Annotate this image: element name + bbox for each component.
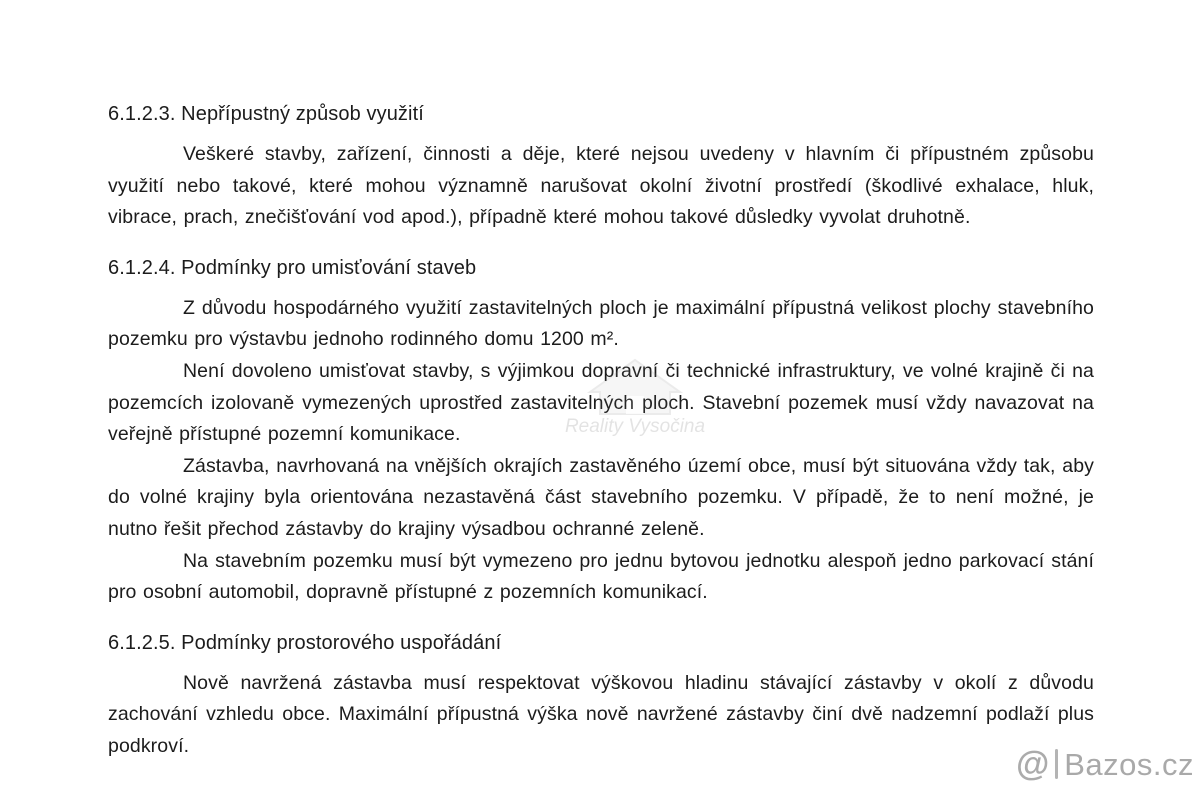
paragraph: Zástavba, navrhovaná na vnějších okrajích zastavěného území obce, musí být situována vždy tak, aby do volné krajiny byla orientována nezastavěná část stavebního pozemku. V případě, že to není možné, je nutno řešit přechod zástavby do krajiny výsadbou ochranné zeleně. [108,454,1094,540]
section-heading: 6.1.2.5. Podmínky prostorového uspořádání [108,631,502,654]
section-heading: 6.1.2.3. Nepřípustný způsob využití [108,103,424,125]
paragraph: Na stavebním pozemku musí být vymezeno pro jednu bytovou jednotku alespoň jedno parkovací stání pro osobní automobil, dopravně přístupné z pozemních komunikací. [108,549,1094,604]
paragraph: Veškeré stavby, zařízení, činnosti a děje, které nejsou uvedeny v hlavním či přípustném způsobu využití nebo takové, které mohou významně narušovat okolní životní prostředí (škodlivé exhalace, hluk, vibrace, prach, znečišťování vod apod.), případně které mohou takové důsledky vyvolat druhotně. [108,143,1094,229]
watermark-brand-text: Bazos.cz [1064,746,1194,782]
watermark-text: Reality Vysočina [564,416,706,437]
document-page [108,103,1094,786]
section-podminky-prostoroveho-usporadani [108,632,1094,763]
paragraph: Z důvodu hospodárného využití zastavitelných ploch je maximální přípustná velikost plochy stavebního pozemku pro výstavbu jednoho rodinného domu 1200 m². [108,296,1094,351]
section-podminky-umistovani-staveb [108,257,1094,609]
paragraph: Nově navržená zástavba musí respektovat výškovou hladinu stávající zástavby v okolí z důvodu zachování vzhledu obce. Maximální přípustná výška nově navržené zástavby činí dvě nadzemní podlaží plus podkroví. [108,671,1094,757]
paragraph: Není dovoleno umisťovat stavby, s výjimkou dopravní či technické infrastruktury, ve volné krajině či na pozemcích izolovaně vymezených uprostřed zastavitelných ploch. Stavební pozemek musí vždy navazovat na veřejně přístupné pozemní komunikace. [108,359,1094,446]
section-heading: 6.1.2.4. Podmínky pro umisťování staveb [108,256,477,279]
section-neprustny-zpusob-vyuziti [108,103,1094,234]
at-sign-icon: @ [1016,745,1050,783]
